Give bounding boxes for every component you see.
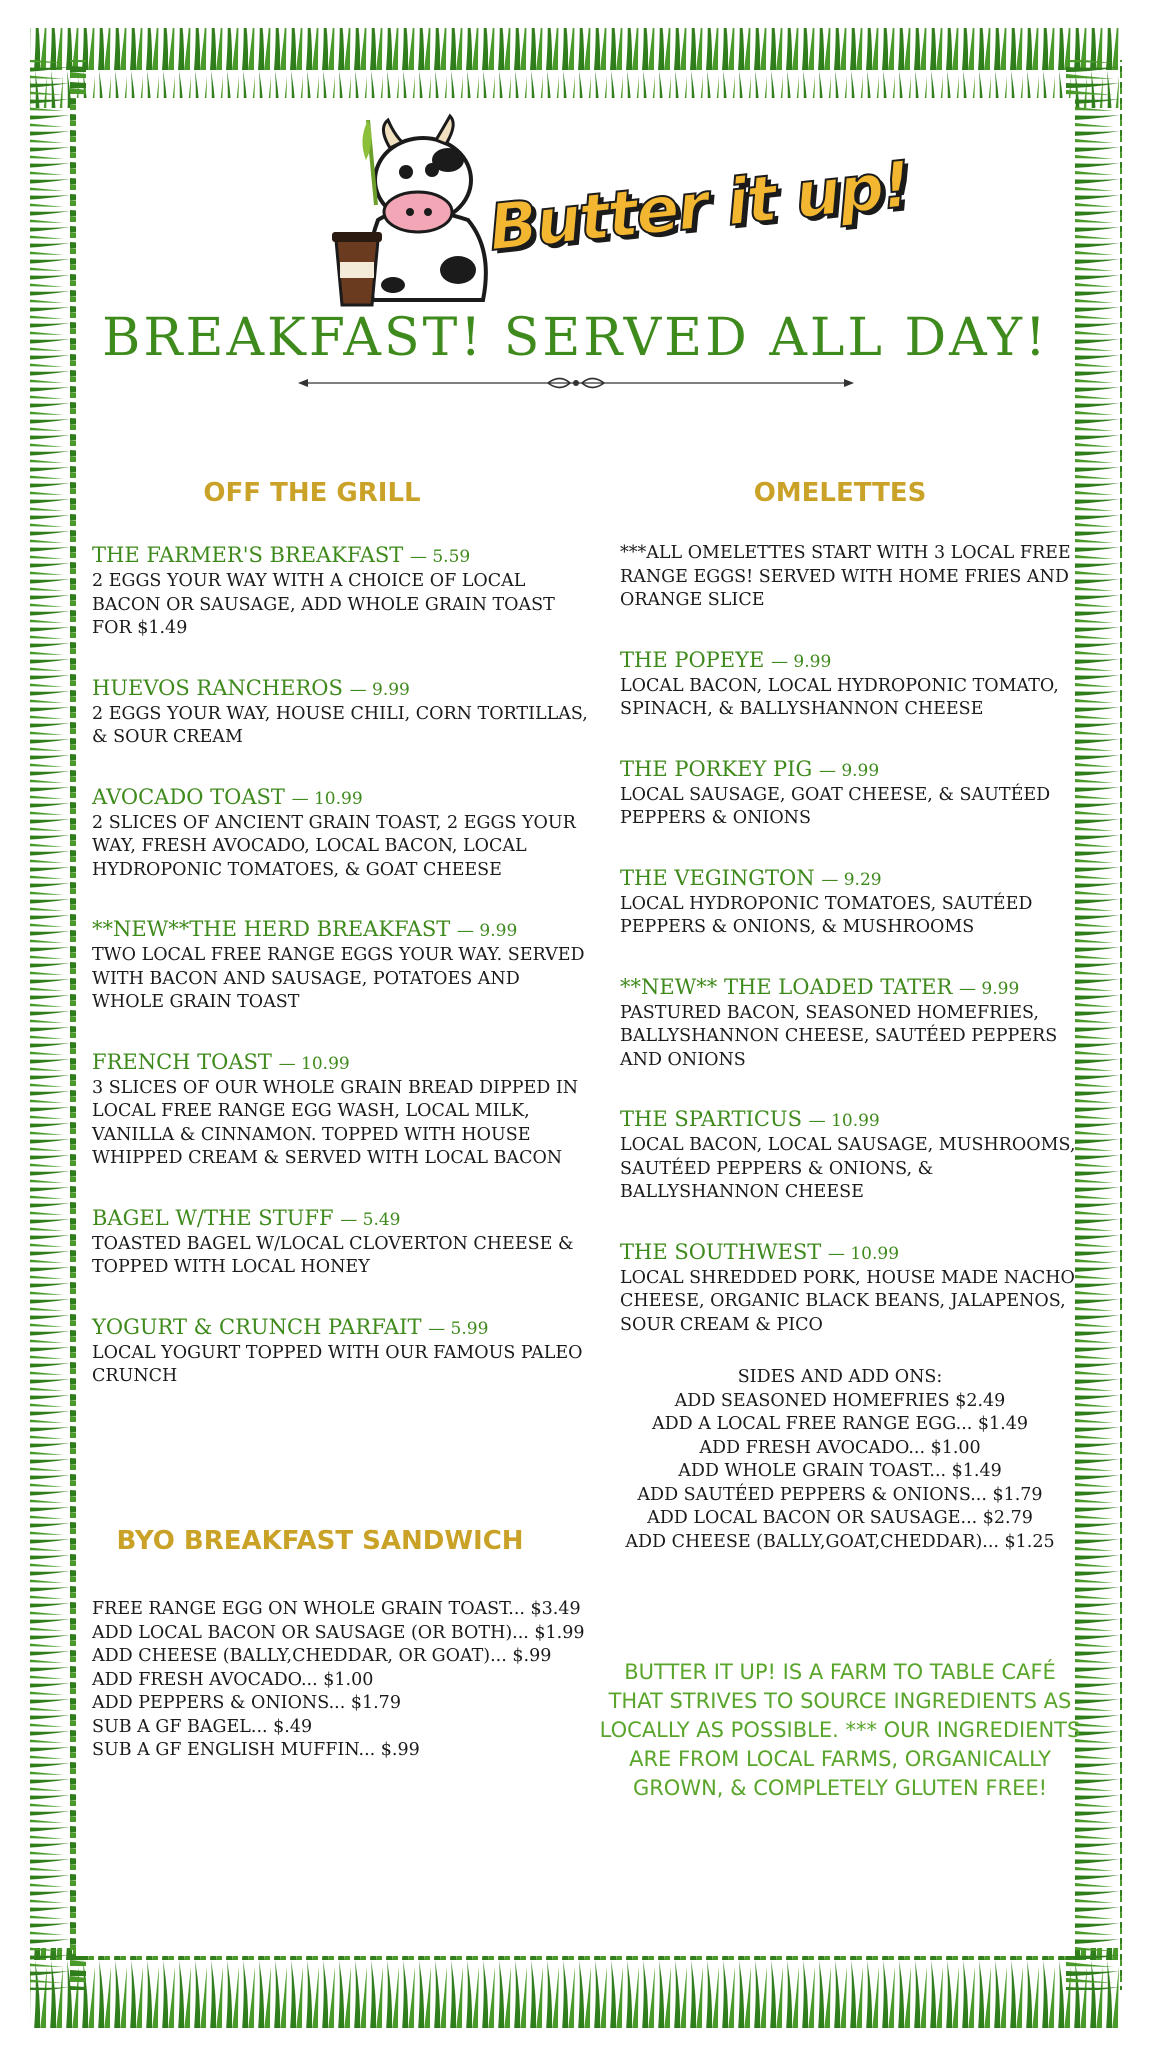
item-name: AVOCADO TOAST [92,784,285,809]
item-price: — 9.29 [821,869,882,890]
item-price: — 9.99 [349,679,410,700]
menu-item [92,675,592,750]
sides-line: ADD WHOLE GRAIN TOAST... $1.49 [678,1461,1002,1481]
sides-line: ADD FRESH AVOCADO... $1.00 [699,1437,981,1458]
item-description: LOCAL SHREDDED PORK, HOUSE MADE NACHO CHEESE, ORGANIC BLACK BEANS, JALAPENOS, SOUR CREAM & PICO [620,1267,1075,1335]
item-description: TOASTED BAGEL W/LOCAL CLOVERTON CHEESE & TOPPED WITH LOCAL HONEY [92,1233,574,1277]
item-name: FRENCH TOAST [92,1049,272,1074]
menu-item [620,756,1080,831]
item-name: YOGURT & CRUNCH PARFAIT [92,1314,422,1339]
byo-line: ADD FRESH AVOCADO... $1.00 [92,1669,374,1690]
item-description: PASTURED BACON, SEASONED HOMEFRIES, BALLYSHANNON CHEESE, SAUTÉED PEPPERS AND ONIONS [620,1002,1058,1070]
item-description: LOCAL HYDROPONIC TOMATOES, SAUTÉED PEPPERS & ONIONS, & MUSHROOMS [620,893,1033,937]
item-price: — 9.99 [771,651,832,672]
about-statement: BUTTER IT UP! IS A FARM TO TABLE CAFÉ THAT STRIVES TO SOURCE INGREDIENTS AS LOCALLY AS POSSIBLE. *** OUR INGREDIENTS ARE FROM LOCAL FARMS, ORGANICALLY GROWN, & COMPLETELY GLUTEN FREE! [599,1660,1081,1800]
sides-line: ADD CHEESE (BALLY,GOAT,CHEDDAR)... $1.25 [625,1531,1055,1552]
item-price: — 9.99 [959,978,1020,999]
item-name: THE SOUTHWEST [620,1239,822,1264]
section-title-omelettes: OMELETTES [753,478,927,508]
item-name: THE FARMER'S BREAKFAST [92,543,404,567]
item-name: THE SPARTICUS [620,1107,802,1131]
section-title-byo: BYO BREAKFAST SANDWICH [116,1526,524,1556]
omelettes-intro: ***ALL OMELETTES START WITH 3 LOCAL FREE RANGE EGGS! SERVED WITH HOME FRIES AND ORANGE SLICE [620,543,1071,610]
item-description: LOCAL BACON, LOCAL HYDROPONIC TOMATO, SPINACH, & BALLYSHANNON CHEESE [620,675,1059,719]
byo-sandwich-list [92,1598,612,1763]
byo-line: ADD PEPPERS & ONIONS... $1.79 [92,1693,401,1713]
menu-item [92,916,592,1015]
item-description: LOCAL SAUSAGE, GOAT CHEESE, & SAUTÉED PEPPERS & ONIONS [620,784,1051,828]
item-price: — 5.99 [428,1318,489,1339]
item-price: — 10.99 [827,1243,900,1264]
item-description: 3 SLICES OF OUR WHOLE GRAIN BREAD DIPPED IN LOCAL FREE RANGE EGG WASH, LOCAL MILK, VANILLA & CINNAMON. TOPPED WITH HOUSE WHIPPED CREAM & SERVED WITH LOCAL BACON [92,1077,579,1168]
item-name: THE VEGINGTON [620,865,815,890]
item-price: — 9.99 [457,921,518,941]
sides-line: ADD LOCAL BACON OR SAUSAGE... $2.79 [647,1508,1033,1528]
section-title-off-the-grill: OFF THE GRILL [203,478,421,508]
item-name: **NEW** THE LOADED TATER [620,974,953,999]
item-description: TWO LOCAL FREE RANGE EGGS YOUR WAY. SERVED WITH BACON AND SAUSAGE, POTATOES AND WHOLE GRAIN TOAST [92,945,585,1012]
menu-item [620,647,1080,722]
item-name: THE PORKEY PIG [620,756,813,781]
byo-line: FREE RANGE EGG ON WHOLE GRAIN TOAST... $3.49 [92,1599,581,1619]
item-price: — 10.99 [278,1053,350,1074]
item-name: HUEVOS RANCHEROS [92,675,343,700]
logo [318,100,913,310]
menu-item [620,1106,1080,1205]
item-description: 2 EGGS YOUR WAY WITH A CHOICE OF LOCAL BACON OR SAUSAGE, ADD WHOLE GRAIN TOAST FOR $1.49 [92,571,555,638]
item-name: THE POPEYE [620,647,765,672]
item-description: LOCAL YOGURT TOPPED WITH OUR FAMOUS PALEO CRUNCH [92,1342,583,1386]
menu-item [92,784,592,883]
ornament-divider [298,372,854,394]
item-name: **NEW**THE HERD BREAKFAST [92,917,451,941]
brand-wordmark: Butter it up! [485,148,913,266]
sides-line: ADD SAUTÉED PEPPERS & ONIONS... $1.79 [637,1484,1043,1505]
item-price: — 9.99 [818,760,880,781]
byo-line: ADD CHEESE (BALLY,CHEDDAR, OR GOAT)... $.99 [92,1646,552,1666]
omelettes-list [620,542,1080,1337]
sides-and-add-ons [612,1366,1068,1554]
byo-line: SUB A GF BAGEL... $.49 [92,1716,313,1737]
sides-line: ADD SEASONED HOMEFRIES $2.49 [674,1390,1006,1411]
menu-item [92,1049,592,1171]
sides-title: SIDES AND ADD ONS: [737,1367,943,1387]
item-description: LOCAL BACON, LOCAL SAUSAGE, MUSHROOMS, SAUTÉED PEPPERS & ONIONS, & BALLYSHANNON CHEESE [620,1135,1076,1202]
item-price: — 5.49 [340,1209,401,1230]
item-description: 2 EGGS YOUR WAY, HOUSE CHILI, CORN TORTILLAS, & SOUR CREAM [92,703,588,747]
item-price: — 10.99 [291,788,363,809]
menu-item [620,1239,1080,1338]
menu-item [620,974,1080,1073]
page-title: BREAKFAST! SERVED ALL DAY! [102,308,1049,368]
menu-item [92,1205,592,1280]
item-price: — 10.99 [808,1111,880,1131]
menu-item [92,542,592,641]
menu-item [92,1314,592,1389]
item-name: BAGEL W/THE STUFF [92,1205,334,1230]
byo-line: SUB A GF ENGLISH MUFFIN... $.99 [92,1740,420,1760]
item-description: 2 SLICES OF ANCIENT GRAIN TOAST, 2 EGGS YOUR WAY, FRESH AVOCADO, LOCAL BACON, LOCAL HYDROPONIC TOMATOES, & GOAT CHEESE [92,812,576,880]
off-the-grill-list [92,542,592,1389]
item-price: — 5.59 [409,547,471,567]
sides-line: ADD A LOCAL FREE RANGE EGG... $1.49 [652,1414,1028,1434]
menu-item [620,865,1080,940]
byo-line: ADD LOCAL BACON OR SAUSAGE (OR BOTH)... $1.99 [92,1622,585,1643]
